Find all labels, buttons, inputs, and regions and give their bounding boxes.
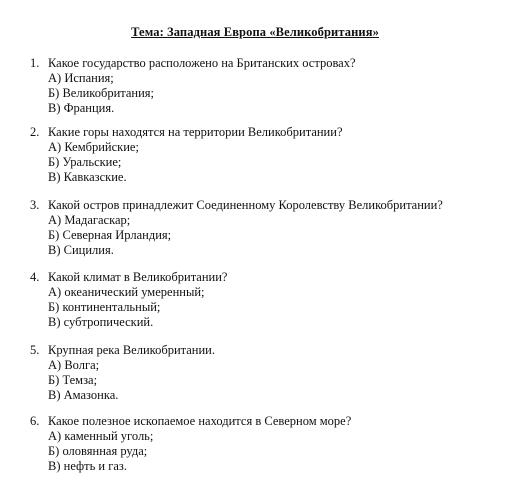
question-number: 6. xyxy=(30,414,40,428)
question-text: Какой остров принадлежит Соединенному Королевству Великобритании? xyxy=(48,198,443,212)
answer-option-b: Б) Северная Ирландия; xyxy=(48,228,172,242)
question-line xyxy=(0,56,500,71)
question-4 xyxy=(0,270,500,330)
question-text: Какое государство расположено на Британских островах? xyxy=(48,56,356,70)
question-line xyxy=(0,414,500,429)
question-1 xyxy=(0,56,500,116)
question-number: 3. xyxy=(30,198,40,212)
answer-option-b: Б) Великобритания; xyxy=(48,86,155,100)
question-text: Крупная река Великобритании. xyxy=(48,343,215,357)
answer-option-a: А) Испания; xyxy=(48,71,114,85)
answer-option-c: В) Амазонка. xyxy=(48,388,119,402)
answer-option-c: В) Кавказские. xyxy=(48,170,127,184)
question-line xyxy=(0,125,500,140)
question-3 xyxy=(0,198,500,258)
answer-option-c: В) Сицилия. xyxy=(48,243,114,257)
answer-option-c: В) нефть и газ. xyxy=(48,459,127,473)
question-number: 5. xyxy=(30,343,40,357)
question-number: 2. xyxy=(30,125,40,139)
question-text: Какое полезное ископаемое находится в Северном море? xyxy=(48,414,352,428)
answer-option-a: А) Мадагаскар; xyxy=(48,213,131,227)
question-text: Какой климат в Великобритании? xyxy=(48,270,228,284)
answer-option-a: А) каменный уголь; xyxy=(48,429,154,443)
question-6 xyxy=(0,414,500,474)
question-5 xyxy=(0,343,500,403)
answer-option-c: В) Франция. xyxy=(48,101,115,115)
answer-option-b: Б) континентальный; xyxy=(48,300,161,314)
question-number: 1. xyxy=(30,56,40,70)
answer-option-b: Б) Темза; xyxy=(48,373,98,387)
answer-option-a: А) Волга; xyxy=(48,358,100,372)
answer-option-c: В) субтропический. xyxy=(48,315,154,329)
question-2 xyxy=(0,125,500,185)
question-line xyxy=(0,343,500,358)
answer-option-a: А) океанический умеренный; xyxy=(48,285,205,299)
question-line xyxy=(0,270,500,285)
question-line xyxy=(0,198,500,213)
answer-option-b: Б) оловянная руда; xyxy=(48,444,148,458)
answer-option-a: А) Кембрийские; xyxy=(48,140,139,154)
page-title: Тема: Западная Европа «Великобритания» xyxy=(131,25,379,39)
question-text: Какие горы находятся на территории Великобритании? xyxy=(48,125,343,139)
answer-option-b: Б) Уральские; xyxy=(48,155,122,169)
question-number: 4. xyxy=(30,270,40,284)
